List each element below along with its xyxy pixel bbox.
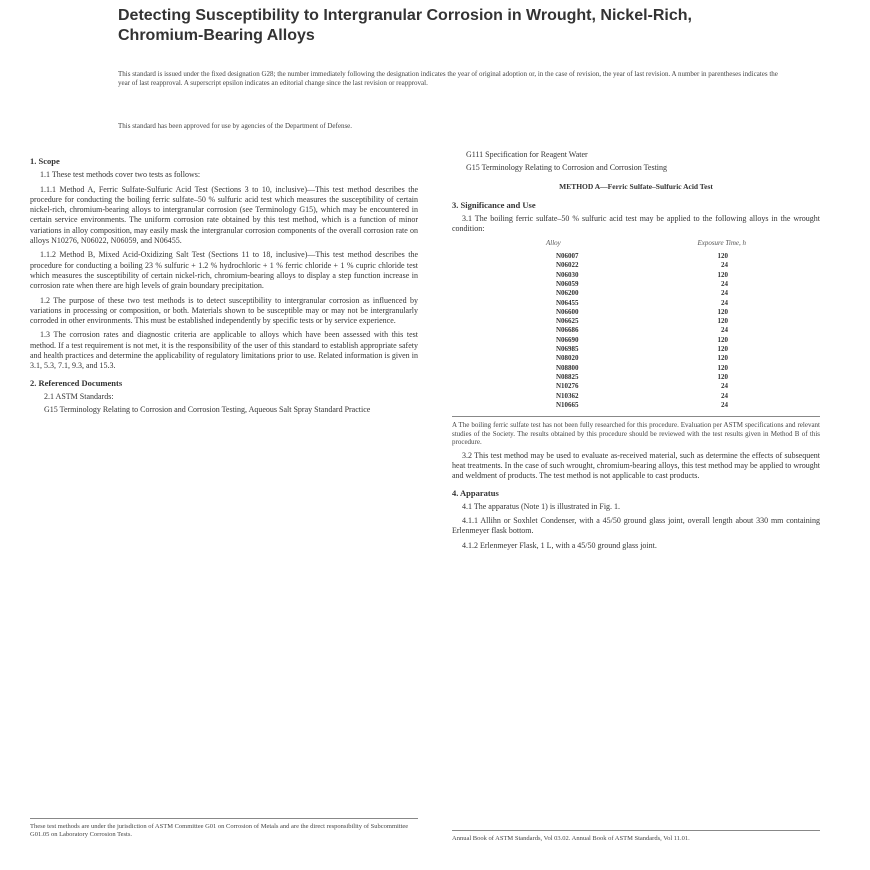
footnote-right: Annual Book of ASTM Standards, Vol 03.02. Annual Book of ASTM Standards, Vol 11.01. <box>452 830 820 843</box>
alloy-cell: N10276 <box>556 382 579 391</box>
paragraph: 1.3 The corrosion rates and diagnostic criteria are applicable to alloys which have been assessed with this test method. If a test requirement is not met, it is the responsibility of the user of this standard to establish appropriate safety and health practices and determine the applicability of regulatory limitations prior to use. Related information is given in 3.1, 5.3, 7.1, 9.3, and 15.3. <box>30 330 418 371</box>
section-references-heading: 2. Referenced Documents <box>30 377 123 388</box>
time-cell: 120 <box>717 270 728 279</box>
table-row <box>486 336 786 345</box>
time-cell: 24 <box>721 298 728 307</box>
time-cell: 24 <box>721 382 728 391</box>
paragraph: 4.1.2 Erlenmeyer Flask, 1 L, with a 45/50 ground glass joint. <box>462 540 657 550</box>
dod-note: This standard has been approved for use by agencies of the Department of Defense. <box>118 122 353 130</box>
table-row <box>486 382 786 391</box>
left-column <box>30 150 418 419</box>
alloy-cell: N06030 <box>556 270 579 279</box>
time-cell: 24 <box>721 289 728 298</box>
time-cell: 120 <box>717 363 728 372</box>
table-header-time: Exposure Time, h <box>697 238 746 247</box>
time-cell: 24 <box>721 261 728 270</box>
reference-item: G111 Specification for Reagent Water <box>466 150 588 159</box>
paragraph: 1.1 These test methods cover two tests as follows: <box>40 170 201 180</box>
table-body <box>486 252 786 410</box>
reference-item: G15 Terminology Relating to Corrosion and Corrosion Testing, Aqueous Salt Spray Standard Practice <box>44 405 371 415</box>
alloy-cell: N06985 <box>556 345 579 354</box>
time-cell: 120 <box>717 372 728 381</box>
alloy-cell: N06686 <box>556 326 579 335</box>
reference-item: G15 Terminology Relating to Corrosion and Corrosion Testing <box>466 163 668 173</box>
table-row <box>486 354 786 363</box>
alloy-cell: N06625 <box>556 317 579 326</box>
section-apparatus-heading: 4. Apparatus <box>452 487 499 498</box>
time-cell: 24 <box>721 391 728 400</box>
table-row <box>486 252 786 261</box>
alloy-table <box>486 239 786 410</box>
alloy-cell: N08020 <box>556 354 579 363</box>
time-cell: 24 <box>721 400 728 409</box>
alloy-cell: N06455 <box>556 298 579 307</box>
paragraph: 1.1.2 Method B, Mixed Acid-Oxidizing Salt Test (Sections 11 to 18, inclusive)—This test method describes the procedure for conducting a boiling 23 % sulfuric + 1.2 % hydrochloric + 1 % ferric chloride + 1 % cupric chloride test which measures the susceptibility of certain nickel-rich, chromium-bearing alloys to display a step function increase in corrosion rate when there are high levels of grain boundary precipitation. <box>30 250 418 291</box>
time-cell: 120 <box>717 345 728 354</box>
table-row <box>486 299 786 308</box>
paragraph: 3.2 This test method may be used to evaluate as-received material, such as determine the effects of subsequent heat treatments. In the case of such wrought, chromium-bearing alloys, this test method may be applied to wrought and weldment of products. The test method is not applicable to cast products. <box>452 450 820 481</box>
table-row <box>486 373 786 382</box>
table-row <box>486 401 786 410</box>
alloy-cell: N10665 <box>556 400 579 409</box>
paragraph: 1.2 The purpose of these two test methods is to detect susceptibility to intergranular corrosion as influenced by variations in processing or composition, or both. Materials shown to be susceptible may or may not be intergranularly corroded in other environments. This must be established independently by specific tests or by service experience. <box>30 295 418 326</box>
paragraph: 1.1.1 Method A, Ferric Sulfate-Sulfuric Acid Test (Sections 3 to 10, inclusive)—This test method describes the procedure for conducting the boiling ferric sulfate–50 % sulfuric acid test which measures the susceptibility of certain nickel-rich, chromium-bearing alloys to intergranular corrosion (see Terminology G15), which may be encountered in certain service environments. The uniform corrosion rate obtained by this test method, which is a function of minor variations in alloy composition, may easily mask the intergranular corrosion components of the overall corrosion rate on alloys N10276, N06022, N06059, and N06455. <box>30 184 418 246</box>
time-cell: 120 <box>717 307 728 316</box>
alloy-cell: N08825 <box>556 372 579 381</box>
time-cell: 120 <box>717 252 728 261</box>
section-scope-heading: 1. Scope <box>30 156 60 166</box>
time-cell: 24 <box>721 279 728 288</box>
table-row <box>486 364 786 373</box>
alloy-cell: N06690 <box>556 335 579 344</box>
alloy-cell: N10362 <box>556 391 579 400</box>
table-header <box>486 239 786 248</box>
time-cell: 120 <box>717 335 728 344</box>
alloy-cell: N06022 <box>556 261 579 270</box>
time-cell: 24 <box>721 326 728 335</box>
table-row <box>486 392 786 401</box>
table-row <box>486 308 786 317</box>
method-heading: METHOD A—Ferric Sulfate–Sulfuric Acid Test <box>559 181 713 191</box>
alloy-cell: N06200 <box>556 289 579 298</box>
table-row <box>486 280 786 289</box>
alloy-cell: N06007 <box>556 252 579 261</box>
reference-item: 2.1 ASTM Standards: <box>44 391 114 401</box>
right-column <box>452 150 820 555</box>
section-significance-heading: 3. Significance and Use <box>452 199 536 210</box>
alloy-cell: N06600 <box>556 307 579 316</box>
table-header-alloy: Alloy <box>546 238 561 247</box>
paragraph: 4.1 The apparatus (Note 1) is illustrated in Fig. 1. <box>462 501 621 511</box>
paragraph: 4.1.1 Allihn or Soxhlet Condenser, with a 45/50 ground glass joint, overall length about 330 mm containing Erlenmeyer flask bottom. <box>452 516 820 536</box>
table-row <box>486 345 786 354</box>
alloy-cell: N06059 <box>556 279 579 288</box>
table-row <box>486 271 786 280</box>
table-row <box>486 317 786 326</box>
table-row <box>486 261 786 270</box>
time-cell: 120 <box>717 317 728 326</box>
time-cell: 120 <box>717 354 728 363</box>
paragraph: 3.1 The boiling ferric sulfate–50 % sulfuric acid test may be applied to the following alloys in the wrought condition: <box>452 214 820 234</box>
intro-note: This standard is issued under the fixed designation G28; the number immediately following the designation indicates the year of original adoption or, in the case of revision, the year of last revision. A number in parentheses indicates the year of last reapproval. A superscript epsilon indicates an editorial change since the last revision or reapproval. <box>118 70 778 87</box>
table-footnote: A The boiling ferric sulfate test has not been fully researched for this procedure. Evaluation per ASTM specifications and relevant studies of the Society. The results obtained by this procedure should be reviewed with the test results given in Method B of this procedure. <box>452 416 820 447</box>
document-title: Detecting Susceptibility to Intergranular Corrosion in Wrought, Nickel-Rich, Chromium-Bearing Alloys <box>118 7 692 44</box>
alloy-cell: N08800 <box>556 363 579 372</box>
footnote-left: These test methods are under the jurisdiction of ASTM Committee G01 on Corrosion of Metals and are the direct responsibility of Subcommittee G01.05 on Laboratory Corrosion Tests. <box>30 818 418 839</box>
table-row <box>486 289 786 298</box>
table-row <box>486 326 786 335</box>
